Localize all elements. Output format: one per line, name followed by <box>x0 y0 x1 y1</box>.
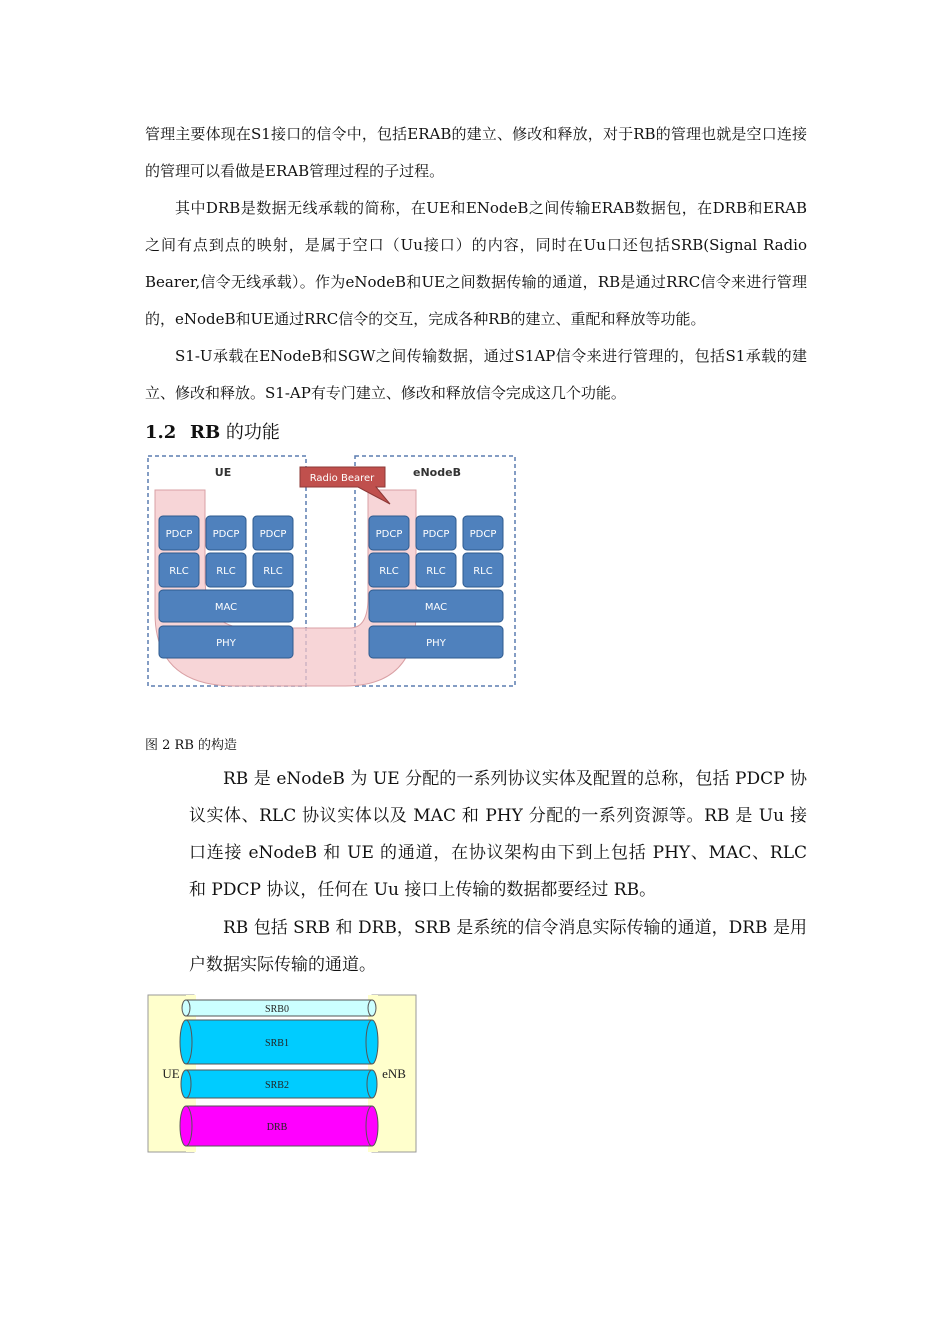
srb0-pipe <box>182 1000 376 1016</box>
pdcp-label: PDCP <box>259 529 287 540</box>
rlc-label: RLC <box>169 566 189 577</box>
srb0-label: SRB0 <box>265 1004 289 1015</box>
drb-pipe <box>180 1106 378 1146</box>
section-title-bold: RB <box>190 422 221 443</box>
srb1-pipe <box>180 1020 378 1064</box>
paragraph-1: 管理主要体现在S1接口的信令中，包括ERAB的建立、修改和释放，对于RB的管理也就是空口连接的管理可以看做是ERAB管理过程的子过程。 <box>145 125 807 180</box>
pdcp-label: PDCP <box>165 529 193 540</box>
srb2-pipe <box>181 1070 377 1098</box>
drb-label: DRB <box>266 1122 288 1133</box>
mac-label: MAC <box>214 602 238 613</box>
pdcp-label: PDCP <box>375 529 403 540</box>
section-number: 1.2 <box>145 422 177 443</box>
section-heading <box>145 418 280 444</box>
section-title-rest: 的功能 <box>220 422 280 443</box>
phy-label: PHY <box>426 638 446 649</box>
callout-label: Radio Bearer <box>309 473 375 484</box>
pdcp-label: PDCP <box>469 529 497 540</box>
ue-side-label: UE <box>162 1066 180 1081</box>
mac-label: MAC <box>424 602 448 613</box>
rlc-label: RLC <box>426 566 446 577</box>
paragraph-5: RB 包括 SRB 和 DRB，SRB 是系统的信令消息实际传输的通道，DRB 是用户数据实际传输的通道。 <box>189 918 807 975</box>
ue-label: UE <box>214 466 232 479</box>
figure-caption: 图 2 RB 的构造 <box>145 738 238 753</box>
rb-structure-figure <box>140 448 525 698</box>
phy-label: PHY <box>216 638 236 649</box>
rlc-label: RLC <box>263 566 283 577</box>
paragraph-2: 其中DRB是数据无线承载的简称，在UE和ENodeB之间传输ERAB数据包，在DRB和ERAB之间有点到点的映射，是属于空口（Uu接口）的内容，同时在Uu口还包括SRB(Signal Radio Bearer,信令无线承载）。作为eNodeB和UE之间数据传输的通道，RB是通过RRC信令来进行管理的，eNodeB和UE通过RRC信令的交互，完成各种RB的建立、重配和释放等功能。 <box>145 199 807 328</box>
paragraph-3: S1-U承载在ENodeB和SGW之间传输数据，通过S1AP信令来进行管理的，包括S1承载的建立、修改和释放。S1-AP有专门建立、修改和释放信令完成这几个功能。 <box>145 347 807 402</box>
srb1-label: SRB1 <box>265 1038 289 1049</box>
srb2-label: SRB2 <box>265 1080 289 1091</box>
rlc-label: RLC <box>473 566 493 577</box>
enb-side-label: eNB <box>382 1066 406 1081</box>
pdcp-label: PDCP <box>212 529 240 540</box>
ue-stack <box>159 516 293 658</box>
enb-label: eNodeB <box>413 466 461 479</box>
rlc-label: RLC <box>216 566 236 577</box>
pdcp-label: PDCP <box>422 529 450 540</box>
srb-drb-figure <box>146 992 418 1154</box>
paragraph-4: RB 是 eNodeB 为 UE 分配的一系列协议实体及配置的总称，包括 PDCP 协议实体、RLC 协议实体以及 MAC 和 PHY 分配的一系列资源等。RB 是 Uu 接口连接 eNodeB 和 UE 的通道，在协议架构由下到上包括 PHY、MAC、RLC 和 PDCP 协议，任何在 Uu 接口上传输的数据都要经过 RB。 <box>189 769 807 900</box>
enb-stack <box>369 516 503 658</box>
rlc-label: RLC <box>379 566 399 577</box>
